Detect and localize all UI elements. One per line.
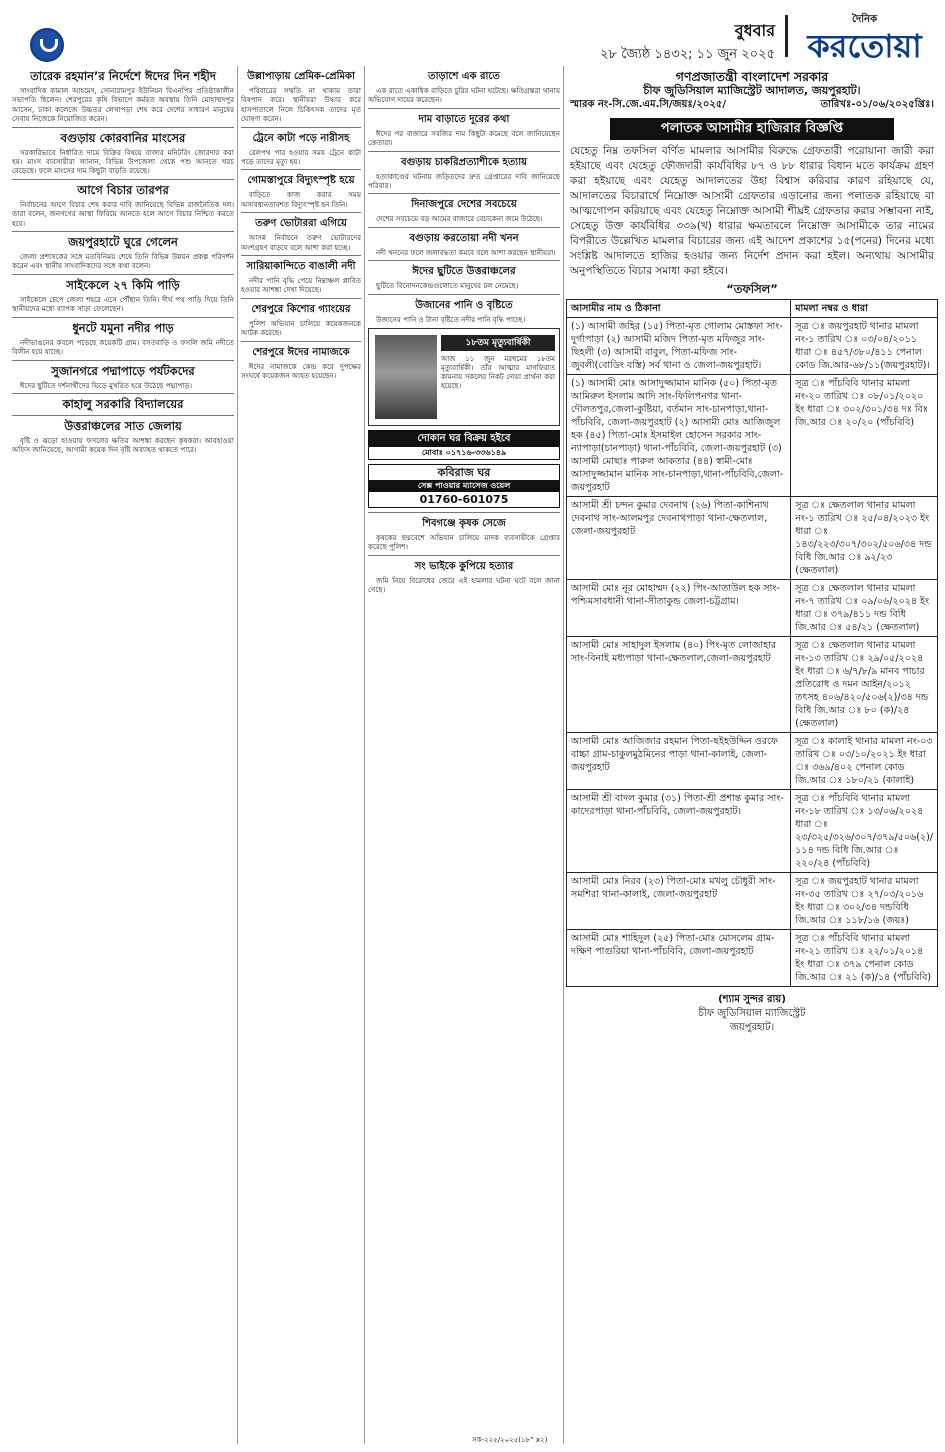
article-text: হত্যাকাণ্ডের ঘটনায় জড়িতদের দ্রুত গ্রেপ্তারের দাবি জানিয়েছে পরিবার। <box>368 171 560 191</box>
headline: উত্তরাঞ্চলের সাত জেলায় <box>64 418 182 433</box>
article-text: পুলিশ অভিযান চালিয়ে কয়েকজনকে আটক করেছে। <box>241 318 361 338</box>
table-row <box>567 790 938 873</box>
ad-title: কবিরাজ ঘর <box>437 466 491 480</box>
signatory-title: চীফ জুডিসিয়াল ম্যাজিস্ট্রেট <box>698 1008 806 1019</box>
ad-subtitle: সেক্স পাওয়ার ম্যাসেজ ওয়েল <box>369 480 559 492</box>
table-row <box>567 580 938 637</box>
accused-cell: (১) আসামী মোঃ আসাদুজ্জামান মানিক (৫০) পিতা-মৃত আমিরুল ইসলাম আদি সাং-ফিলিপনগর থানা-দৌলতপুর,জেলা-কুষ্টিয়া, বর্তমান সাং-চানপাড়া,থানা-পাঁচবিবি, জেলা-জয়পুরহাট (২) আসামী মোঃ আজিজুল হক (৪৫) পিতা-মোঃ ইসমাইল হোসেন সরকার সাং-ন্যাপাড়া(চানপাড়া) থানা-পাঁচবিবি, জেলা-জয়পুরহাট (৩) আসামী মোছাঃ পারুল আকতার (৪৪) স্বামী-মোঃ আসাদুজ্জামান মানিক সাং-চানপাড়া,থানা-পাঁচবিবি,জেলা-জয়পুরহাট <box>567 375 791 497</box>
divider <box>12 317 234 318</box>
article-text: ঈদের নামাজকে কেন্দ্র করে দুপক্ষের সংঘর্ষে কয়েকজন আহত হয়েছেন। <box>241 361 361 381</box>
case-cell: সূত্র ঃ জয়পুরহাট থানার মামলা নং-১ তারিখ ঃ ০৩/০৪/২০১১ ধারা ঃ ৪৫৭/৩৮০/৪১১ পেনাল কোড জি.আর-৬৮/১১(জয়পুরহাট)। <box>791 318 938 375</box>
article-text: রেলপথ পার হওয়ার সময় ট্রেনে কাটা পড়ে তাদের মৃত্যু হয়। <box>241 147 361 167</box>
divider <box>368 512 560 513</box>
case-cell: সূত্র ঃ ক্ষেতলাল থানার মামলা নং-৭ তারিখ ঃ ০৯/০৬/২০২৪ ইং ধারা ঃ ৩৭৯/৪১১ দন্ড বিধি জি.আর ঃ ৫৪/২১ (ক্ষেতলাল) <box>791 580 938 637</box>
divider <box>368 555 560 556</box>
article-text: বৃষ্টি ও ঝড়ো হাওয়ায় ফসলের ক্ষতির আশঙ্কা করছেন কৃষকরা। আবহাওয়া অফিস জানিয়েছে, আগামী কয়েক দিন বৃষ্টি অব্যাহত থাকতে পারে। <box>12 435 234 455</box>
table-row <box>567 873 938 930</box>
headline: বগুড়ায় চাকরিপ্রত্যাশীকে হত্যায় <box>401 156 527 168</box>
headline: বগুড়ায় কোরবানির মাংসের <box>60 130 186 145</box>
headline: গোমস্তাপুরে বিদ্যুৎস্পৃষ্ট হয়ে <box>247 175 355 187</box>
headline: ট্রেনে কাটা পড়ে নারীসহ <box>252 132 350 144</box>
issue-date-text: ২৮ জ্যৈষ্ঠ ১৪৩২; ১১ জুন ২০২৫ <box>600 47 775 62</box>
headline: শেরপুরে কিশোর গ্যাংয়ের <box>251 303 351 315</box>
accused-table <box>566 299 938 987</box>
accused-cell: আসামী মোঃ নূর মোহাম্মদ (২২) পিং-আতাউল হক সাং-পশ্চিমসাবধানী থানা-সীতাকুন্ড জেলা-চট্টগ্রাম। <box>567 580 791 637</box>
divider <box>12 393 234 394</box>
column-3 <box>368 66 560 1444</box>
signature-block <box>566 993 938 1035</box>
headline: উল্লাপাড়ায় প্রেমিক-প্রেমিকা <box>247 71 355 82</box>
case-cell: সূত্র ঃ পাঁচবিবি থানার মামলা নং-২০ তারিখ ঃ ০৮/০১/২০২০ ইং ধারা ঃ ৩০২/৩০১/৩৪ দঃ বিঃ জি.আর ঃ ২০/২০ (পাঁচবিবি) <box>791 375 938 497</box>
masthead-divider <box>785 15 788 57</box>
case-cell: সূত্র ঃ জয়পুরহাট থানার মামলা নং-৩৫ তারিখ ঃ ২৭/০৩/২০১৬ ইং ধারা ঃ ৩০২/৩৪ দন্ডবিধি জি.আর ঃ ১১৮/১৬ (জয়ঃ) <box>791 873 938 930</box>
memorial-text: আজ ১১ জুন মরহুমের ১৮তম মৃত্যুবার্ষিকী। তাঁর আত্মার মাগফিরাত কামনায় সকলের নিকট দোয়া প্রার্থনা করা হয়েছে। <box>441 355 555 391</box>
ad-code: সক-২২৫/২০২৫(১৮” x২) <box>472 1436 548 1444</box>
divider <box>241 341 361 342</box>
headline: ঈদের ছুটিতে উত্তরাঞ্চলের <box>412 266 516 278</box>
court-notice <box>566 66 938 1446</box>
article-text: ছুটিতে বিনোদনকেন্দ্রগুলোতে মানুষের ঢল নেমেছে। <box>376 281 519 291</box>
article-text: জমি নিয়ে বিরোধের জেরে এই হামলার ঘটনা ঘটে বলে জানা গেছে। <box>368 575 560 595</box>
headline: সারিয়াকান্দিতে বাঙালী নদী <box>246 261 356 273</box>
divider <box>368 227 560 228</box>
headline: জয়পুরহাটে ঘুরে গেলেন <box>68 235 178 250</box>
divider <box>368 294 560 295</box>
table-row <box>567 375 938 497</box>
headline: আগে বিচার তারপর <box>77 182 169 197</box>
article-text: কৃষকের ছদ্মবেশে অভিযান চালিয়ে মাদক ব্যবসায়ীকে গ্রেপ্তার করেছে পুলিশ। <box>368 533 560 552</box>
column-divider <box>563 66 564 1444</box>
divider <box>368 193 560 194</box>
table-row <box>567 318 938 375</box>
headline: তাড়াশে এক রাতে <box>428 71 500 82</box>
headline: শেরপুরে ঈদের নামাজকে <box>252 346 350 358</box>
divider <box>241 212 361 213</box>
ad-title: দোকান ঘর বিক্রয় হইবে <box>369 431 559 447</box>
notice-title: পলাতক আসামীর হাজিরার বিজ্ঞপ্তি <box>610 118 894 140</box>
accused-cell: আসামী মোঃ সাহাদুল ইসলাম (৪০) পিং-মৃত লোজাহার সাং-বিনাই মধ্যপাড়া থানা-ক্ষেতলাল,জেলা-জয়পুরহাট <box>567 637 791 733</box>
headline: উজানের পানি ও বৃষ্টিতে <box>415 299 513 311</box>
divider <box>12 274 234 275</box>
divider <box>241 255 361 256</box>
headline: দাম বাড়াতে দূরের কথা <box>418 113 510 125</box>
accused-cell: আসামী মোঃ আজিজার রহমান পিতা-ছইহউদ্দিন ওরফে বাচ্চা গ্রাম-চাকুলমুঠমিনের পাড়া থানা-কালাই, জেলা-জয়পুরহাট <box>567 733 791 790</box>
case-cell: সূত্র ঃ ক্ষেতলাল থানার মামলা নং-১৩ তারিখ ঃ ২৯/০৫/২০২৪ ইং ধারা ঃ ৬/৭/৮/৯ মানব পাচার প্রতিরোধ ও দমন আইন/২০১২ তৎসহ ৪০৬/৪২০/৫০৬(২)/৩৪ দন্ড বিধি জি.আর ঃ ৮০ (ক)/২৪ (ক্ষেতলাল) <box>791 637 938 733</box>
column-divider <box>364 66 365 1444</box>
masthead <box>0 0 945 64</box>
table-row <box>567 637 938 733</box>
notice-reference <box>566 98 938 112</box>
accused-cell: আসামী শ্রী চন্দন কুমার দেবনাথ (২৬) পিতা-কাশিনাথ দেবনাথ সাং-আলমপুর দেবনাথপাড়া থানা-ক্ষেতলাল, জেলা-জয়পুরহাট <box>567 497 791 580</box>
article-text: সরকারিভাবে নির্ধারিত দামে বিক্রির বিষয়ে বাজার মনিটরিং জোরদার করা হয়। মাংস ব্যবসায়ীরা জানান, বিভিন্ন উপজেলা থেকে পশু আনতে খরচ বেড়েছে। ফলে মাংসের দাম কিছুটা বাড়তি রয়েছে। <box>12 147 234 176</box>
notice-body: যেহেতু নিম্ন তফসিল বর্ণিত মামলার আসামীর বিরুদ্ধে গ্রেফতারী পরোয়ানা জারী করা হইয়াছে এবং যেহেতু ফৌজদারী কার্যবিধির ৮৭ ও ৮৮ ধারার বিধান মতে কার্যক্রম গ্রহণ করা হইয়াছে এবং যেহেতু আদালতের উহা বিশ্বাস করিবার কারণ রহিয়াছে যে, আদালতের বিচারার্থে নিম্নোক্ত আসামী গ্রেফতার এড়ানোর জন্য পলাতক রহিয়াছে বা আত্মগোপন করিয়াছে এবং যেহেতু নিম্নোক্ত আসামী শীঘ্রই গ্রেফতার করার সম্ভাবনা নাই, সেহেতু উক্ত কার্যবিধির ৩৩৯(খ) ধারার ক্ষমতাবলে নিম্নোক্ত আসামীকে তার নামের বিপরীতে উল্লেখিত মামলার বিচারের জন্য এই আদেশ প্রকাশের ১৫(পনের) দিনের মধ্যে সংশ্লিষ্ট আদালতে হাজির হওয়ার জন্য নির্দেশ প্রদান করা হইল। অন্যথায় আসামীর অনুপস্থিতিতে বিচার সমাধা করা হইবে। <box>570 145 934 277</box>
article-text: সাংবাদিক কামাল আহমেদ, সোনারামপুর ইউনিয়ন বিএনপির প্রতিষ্ঠাকালীন সভাপতি ছিলেন। শেরপুরের কৃষি বিভাগে কর্মরত অবস্থায় তিনি মোহাম্মদপুর আসেন, ঢাকা কলেজে উচ্চতর লেখাপড়া শেষ করে দেশের সাধারণ মানুষের সেবায় নিজেকে নিয়োজিত করেন। <box>12 86 234 124</box>
portrait-photo <box>375 335 437 419</box>
table-row <box>567 733 938 790</box>
article-text: নদীভাঙনের কবলে পড়েছে কয়েকটি গ্রাম। বসতবাড়ি ও ফসলি জমি নদীতে বিলীন হয়ে যাচ্ছে। <box>12 337 234 357</box>
headline: তরুণ ভোটাররা এগিয়ে <box>255 218 347 230</box>
headline: কাহালু সরকারি বিদ্যালয়ের <box>62 396 184 411</box>
nameplate-title: করতোয়া <box>807 27 922 65</box>
divider <box>241 298 361 299</box>
article-text: দেশের সবচেয়ে বড় আমের বাজারে বেচাকেনা জমে উঠেছে। <box>376 214 543 224</box>
case-cell: সূত্র ঃ পাঁচবিবি থানার মামলা নং-১৮ তারিখ ঃ ১৩/০৬/২০২৪ ধারা ঃ ২৩/৩২৫/৩২৬/৩০৭/৩৭৯/৫০৬(২)/১১৪ দন্ড বিধি জি.আর ঃ ২২০/২৪ (পাঁচবিবি) <box>791 790 938 873</box>
divider <box>368 151 560 152</box>
accused-cell: আসামী মোঃ নিরব (২৩) পিতা-মোঃ মখলু চৌধুরী সাং-সমশিরা থানা-কালাই, জেলা-জয়পুরহাট <box>567 873 791 930</box>
column-1 <box>12 66 234 1444</box>
newspaper-nameplate <box>792 12 937 63</box>
issue-day: বুধবার <box>734 21 775 40</box>
divider <box>12 179 234 180</box>
article-text: আসন্ন নির্বাচনে তরুণ ভোটারদের অংশগ্রহণ বাড়বে বলে আশা করা হচ্ছে। <box>241 233 361 252</box>
notice-govt-heading: গণপ্রজাতন্ত্রী বাংলাদেশ সরকার <box>675 69 829 84</box>
article-text: নদী খননের ফলে জলাবদ্ধতা কমবে বলে আশা করছেন স্থানীয়রা। <box>376 247 556 257</box>
article-text: সাইকেলে চেপে জেলা শহরে এসে পৌঁছান তিনি। দীর্ঘ পথ পাড়ি দিয়ে তিনি স্থানীয়দের মধ্যে ব্যাপক সাড়া ফেলেছেন। <box>12 294 234 314</box>
headline: ধুনটে যমুনা নদীর পাড় <box>72 320 174 335</box>
headline: তারেক রহমান’র নির্দেশে ঈদের দিন শহীদ <box>30 69 216 83</box>
issue-date <box>585 18 775 66</box>
newspaper-logo-icon <box>30 28 64 62</box>
article-text: বাড়িতে কাজ করার সময় অসাবধানতাবশত বিদ্যুৎস্পৃষ্ট হন তিনি। <box>241 190 361 209</box>
signatory-place: জয়পুরহাট। <box>729 1022 775 1033</box>
headline: দিনাজপুরে দেশের সবচেয়ে <box>411 199 517 211</box>
accused-cell: আসামী শ্রী বাদল কুমার (৩১) পিতা-শ্রী প্রশান্ত কুমার সাং-কাদেরপাড়া থানা-পাঁচবিবি, জেলা-জয়পুরহাট। <box>567 790 791 873</box>
accused-cell: আসামী মোঃ শাহিদুল (২৫) পিতা-মোঃ মোসলেম গ্রাম-দক্ষিণ পাগুরিয়া থানা-পাঁচবিবি, জেলা-জয়পুরহাট <box>567 930 791 987</box>
divider <box>12 360 234 361</box>
case-cell: সূত্র ঃ পাঁচবিবি থানার মামলা নং-২১ তারিখ ঃ ২২/০১/২০১৪ ইং ধারা ঃ ৩৭৯ পেনাল কোড জি.আর ঃ ২১ (ক)/১৪ (পাঁচবিবি) <box>791 930 938 987</box>
divider <box>241 169 361 170</box>
divider <box>12 231 234 232</box>
headline: শিবগঞ্জে কৃষক সেজে <box>422 518 506 530</box>
headline: সাইকেলে ২৭ কিমি পাড়ি <box>66 277 180 292</box>
notice-schedule-heading: “তফসিল” <box>726 282 778 296</box>
column-header: মামলা নম্বর ও ধারা <box>791 300 938 318</box>
column-divider <box>237 66 238 1444</box>
divider <box>12 415 234 416</box>
article-text: এক রাতে একাধিক বাড়িতে চুরির ঘটনা ঘটেছে। ক্ষতিগ্রস্তরা থানায় অভিযোগ দায়ের করেছেন। <box>368 86 560 105</box>
article-text: জেলা প্রশাসকের সঙ্গে মতবিনিময় শেষে তিনি বিভিন্ন উন্নয়ন প্রকল্প পরিদর্শন করেন এবং স্থানীয় সাংবাদিকদের সঙ্গে কথা বলেন। <box>12 252 234 271</box>
notice-ref-date: তারিখঃ-০১/০৬/২০২৫খ্রিঃ। <box>820 99 934 110</box>
article-text: পরিবারের সম্মতি না থাকায় তারা বিষপান করে। স্থানীয়রা উদ্ধার করে হাসপাতালে নিলে চিকিৎসক তাদের মৃত ঘোষণা করেন। <box>241 86 361 124</box>
article-text: ঈদের ছুটিতে দর্শনার্থীদের ভিড়ে মুখরিত হয়ে উঠেছে পদ্মাপাড়। <box>20 380 193 390</box>
column-2 <box>241 66 361 1444</box>
notice-court: চীফ জুডিসিয়াল ম্যাজিস্ট্রেট আদালত, জয়পুরহাট। <box>643 84 861 97</box>
table-row <box>567 497 938 580</box>
table-header-row <box>567 300 938 318</box>
headline: বগুড়ায় করতোয়া নদী খনন <box>409 232 519 244</box>
column-header: আসামীর নাম ও ঠিকানা <box>567 300 791 318</box>
notice-ref-no: স্মারক নং-সি.জে.এম.সি/জয়ঃ/২০২৫/ <box>570 99 726 110</box>
article-text: নদীর পানি বৃদ্ধি পেয়ে নিম্নাঞ্চল প্লাবিত হওয়ার আশঙ্কা দেখা দিয়েছে। <box>241 276 361 295</box>
divider <box>368 108 560 109</box>
headline: সুজানগরে পদ্মাপাড়ে পর্যটকদের <box>51 363 195 378</box>
table-row <box>567 930 938 987</box>
ad-phone: মোবাঃ ০১৭১৬-৩৩৬১৪৯ <box>421 448 507 458</box>
memorial-title: ১৮তম মৃত্যুবার্ষিকী <box>441 335 555 351</box>
headline: সং ভাইকে কুপিয়ে হত্যার <box>414 560 514 572</box>
case-cell: সূত্র ঃ কালাই থানার মামলা নং-০৩ তারিখ ঃ ০৩/১০/২০২১ ইং ধারা ঃ ৩৬৯/৪০২ পেনাল কোড জি.আর ঃ ১৮০/২১ (কালাই) <box>791 733 938 790</box>
classified-ad-shop <box>368 430 560 460</box>
classified-ad-kabiraj <box>368 464 560 508</box>
article-text: ঈদের পর বাজারে সবজির দাম কিছুটা কমেছে বলে জানিয়েছেন ক্রেতারা। <box>368 128 560 148</box>
divider <box>368 260 560 261</box>
nameplate-prefix: দৈনিক <box>851 14 878 25</box>
article-text: উজানের পানি ও টানা বৃষ্টিতে নদীর পানি বৃদ্ধি পাচ্ছে। <box>376 314 526 324</box>
divider <box>12 127 234 128</box>
article-text: নির্বাচনের আগে বিচার শেষ করার দাবি জানিয়েছে বিভিন্ন রাজনৈতিক দল। তারা বলেন, জনগণের আস্থা ফিরিয়ে আনতে হলে আগে বিচার নিশ্চিত করতে হবে। <box>12 199 234 228</box>
divider <box>241 127 361 128</box>
ad-phone: 01760-601075 <box>419 493 509 507</box>
memorial-notice <box>368 328 560 426</box>
signatory-name: (শ্যাম সুন্দর রায়) <box>718 994 786 1005</box>
case-cell: সূত্র ঃ ক্ষেতলাল থানার মামলা নং-১ তারিখ ঃ ২৫/০৪/২০২৩ ইং ধারা ঃ ১৪৩/২২৩/৩০৭/৩০২/৫০৬/৩৪ দন্ড বিধি জি.আর ঃ ৯২/২৩ (ক্ষেতলাল) <box>791 497 938 580</box>
accused-cell: (১) আসামী জহির (১৫) পিতা-মৃত গোলাম মোস্তফা সাং-দুর্গাপাড়া (২) আসামী মজিদ পিতা-মৃত মফিজুর সাং-ছিহলী (৩) আসামী বাবুল, পিতা-মফিজ সাং-জুবলী(বোডিং বস্তি) সর্ব থানা ও জেলা-জয়পুরহাট। <box>567 318 791 375</box>
